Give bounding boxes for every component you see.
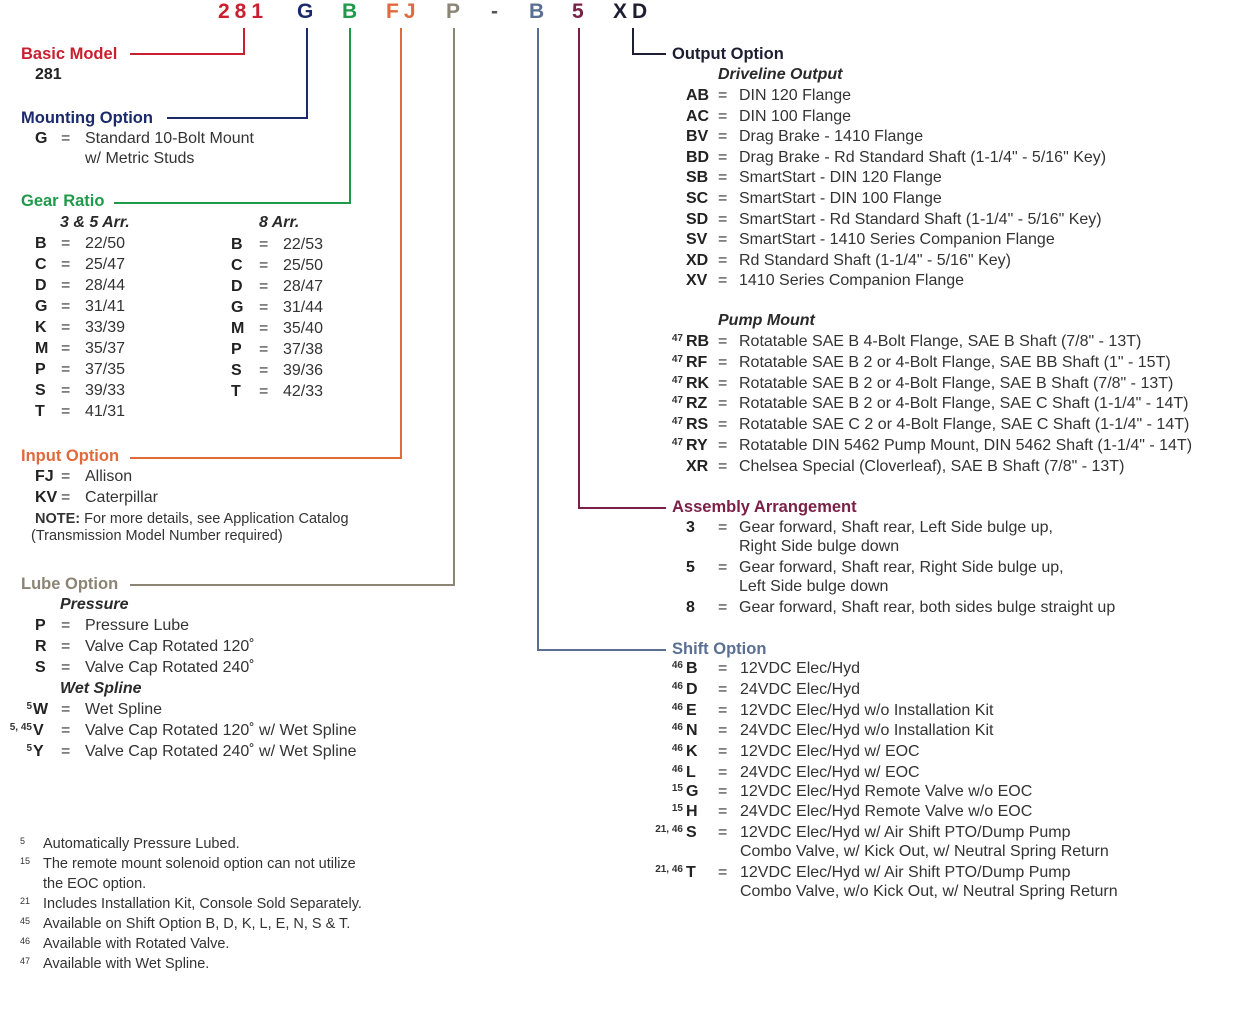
pump-footnote-ref: 47 [671,395,683,407]
code-lube: P [446,0,466,23]
lube-pressure-title: Pressure [60,596,129,613]
shift-eq: = [718,660,728,677]
gear-col2-eq: = [259,383,269,400]
gear-col1-key: B [35,235,47,252]
gear-col1-eq: = [61,298,71,315]
shift-line1: 12VDC Elec/Hyd w/o Installation Kit [740,702,994,719]
pump-title: Pump Mount [718,312,815,329]
pump-key: RZ [686,395,708,413]
gear-col1-eq: = [61,403,71,420]
driveline-value: Rd Standard Shaft (1-1/4" - 5/16" Key) [739,251,1011,269]
input-note [35,511,349,527]
shift-line2: Combo Valve, w/ Kick Out, w/ Neutral Spring Return [740,843,1109,860]
lube-pressure-value: Pressure Lube [85,617,190,634]
driveline-key: AB [686,87,710,104]
gear-col1-value: 33/39 [85,319,126,336]
input-note-line2: (Transmission Model Number required) [31,528,283,544]
lube-wet-footnote-ref: 5 [26,701,32,712]
driveline-eq: = [718,148,728,166]
gear-col1-title: 3 & 5 Arr. [60,214,130,231]
lube-wet-eq: = [61,701,71,718]
shift-line1: 12VDC Elec/Hyd w/ Air Shift PTO/Dump Pump [740,864,1071,881]
output-connector [633,28,666,54]
pump-key: RY [686,437,708,454]
pump-eq: = [718,437,728,454]
pump-eq: = [718,416,728,434]
shift-line1: 12VDC Elec/Hyd Remote Valve w/o EOC [740,783,1033,800]
gear-col2-value: 28/47 [283,278,324,295]
gear-col1-key: G [35,298,48,315]
mounting-line2: w/ Metric Studs [85,150,195,167]
code-shift: B [529,0,550,23]
gear-col2-value: 42/33 [283,383,324,400]
assembly-eq: = [718,519,728,536]
footnote-number: 46 [20,936,31,946]
gear-col1-key: M [35,340,49,357]
footnote-number: 15 [20,856,31,866]
gear-col2-key: M [231,320,245,337]
lube-pressure-key: S [35,659,46,676]
mounting-connector [167,28,307,118]
input-value-1: Caterpillar [85,489,158,506]
shift-line1: 12VDC Elec/Hyd w/ Air Shift PTO/Dump Pump [740,824,1071,841]
mounting-line1: Standard 10-Bolt Mount [85,130,254,147]
driveline-value: SmartStart - DIN 100 Flange [739,190,942,207]
pump-value: Rotatable SAE C 2 or 4-Bolt Flange, SAE C Shaft (1-1/4" - 14T) [739,416,1190,434]
shift-key: T [686,864,696,881]
shift-key: H [686,803,698,820]
lube-pressure-eq: = [61,659,71,676]
shift-eq: = [718,743,728,760]
assembly-line1: Gear forward, Shaft rear, Right Side bulge up, [739,559,1064,576]
gear-col2-eq: = [259,278,269,295]
gear-col1-eq: = [61,235,71,252]
footnote-text: Automatically Pressure Lubed. [43,836,240,852]
lube-wet-footnote-ref: 5 [26,743,32,754]
pump-key: XR [686,457,709,475]
pump-footnote-ref: 47 [671,416,683,428]
assembly-connector [579,28,666,508]
shift-eq: = [718,681,728,698]
footnote-text: The remote mount solenoid option can not utilize [43,856,356,872]
shift-key: D [686,681,698,698]
driveline-value: SmartStart - Rd Standard Shaft (1-1/4" - 5/16" Key) [739,210,1102,228]
assembly-key: 3 [686,519,695,536]
gear-col2-key: P [231,341,242,358]
gear-col2-value: 25/50 [283,257,324,274]
assembly-eq: = [718,559,728,576]
footnote-text: Available on Shift Option B, D, K, L, E, N, S & T. [43,916,351,932]
shift-line1: 24VDC Elec/Hyd w/ EOC [740,764,920,781]
shift-footnote-ref: 46 [671,660,683,671]
gear-col2-value: 31/44 [283,299,324,316]
driveline-value: SmartStart - 1410 Series Companion Flange [739,231,1055,249]
input-eq-0: = [61,468,71,485]
driveline-eq: = [718,107,728,125]
shift-eq: = [718,803,728,820]
pump-key: RS [686,416,709,434]
gear-col2-key: B [231,236,243,253]
gear-col2-key: G [231,299,244,316]
assembly-line2: Right Side bulge down [739,538,900,555]
shift-eq: = [718,722,728,739]
code-dash: - [491,0,503,23]
gear-col1-eq: = [61,277,71,294]
pump-footnote-ref: 47 [671,353,683,365]
mounting-eq: = [61,130,71,147]
gear-col1-value: 41/31 [85,403,126,420]
shift-eq: = [718,864,728,881]
shift-key: G [686,783,699,800]
lube-wet-title: Wet Spline [60,680,142,697]
gear-col1-value: 28/44 [85,277,126,294]
driveline-key: SC [686,190,709,207]
lube-wet-key: V [33,722,44,739]
driveline-value: Drag Brake - Rd Standard Shaft (1-1/4" - 5/16" Key) [739,148,1107,166]
driveline-key: BD [686,148,710,166]
driveline-value: 1410 Series Companion Flange [739,272,965,290]
lube-pressure-key: R [35,638,47,655]
driveline-eq: = [718,128,728,146]
shift-key: N [686,722,698,739]
pump-key: RK [686,374,710,392]
gear-col2-value: 35/40 [283,320,324,337]
driveline-value: DIN 100 Flange [739,107,852,125]
shift-footnote-ref: 15 [671,783,683,794]
shift-footnote-ref: 21, 46 [655,824,683,835]
pump-value: Rotatable DIN 5462 Pump Mount, DIN 5462 Shaft (1-1/4" - 14T) [739,437,1193,454]
gear-col1-value: 25/47 [85,256,126,273]
pump-key: RF [686,353,708,371]
gear-ratio-title: Gear Ratio [21,192,105,210]
gear-col1-value: 37/35 [85,361,126,378]
gear-col2-title: 8 Arr. [259,214,300,231]
gear-col1-key: P [35,361,46,378]
gear-col1-eq: = [61,319,71,336]
code-input: FJ [386,0,421,23]
mounting-key: G [35,130,48,147]
lube-wet-key: Y [33,743,44,760]
pump-value: Rotatable SAE B 2 or 4-Bolt Flange, SAE C Shaft (1-1/4" - 14T) [739,395,1189,413]
gear-col2-eq: = [259,320,269,337]
lube-wet-value: Valve Cap Rotated 120˚ w/ Wet Spline [85,722,357,739]
mounting-title: Mounting Option [21,109,153,127]
footnote-number: 21 [20,896,31,906]
pump-footnote-ref: 47 [671,374,683,386]
input-value-0: Allison [85,468,133,485]
shift-line1: 12VDC Elec/Hyd [740,660,861,677]
basic-model-title: Basic Model [21,45,118,63]
gear-col1-eq: = [61,340,71,357]
driveline-eq: = [718,210,728,228]
driveline-value: Drag Brake - 1410 Flange [739,128,924,146]
gear-col1-eq: = [61,256,71,273]
basic-model-connector [130,28,244,54]
gear-col1-key: D [35,277,47,294]
shift-key: K [686,743,698,760]
lube-wet-eq: = [61,722,71,739]
driveline-key: SB [686,169,709,187]
shift-footnote-ref: 46 [671,702,683,713]
lube-title: Lube Option [21,575,119,593]
shift-connector [538,28,666,650]
driveline-key: SV [686,231,708,249]
gear-col2-value: 37/38 [283,341,324,358]
lube-pressure-value: Valve Cap Rotated 120˚ [85,638,255,655]
gear-col1-eq: = [61,361,71,378]
shift-key: E [686,702,697,719]
assembly-title: Assembly Arrangement [672,498,857,516]
gear-col1-value: 35/37 [85,340,126,357]
shift-line1: 12VDC Elec/Hyd w/ EOC [740,743,920,760]
shift-footnote-ref: 21, 46 [655,864,683,875]
lube-pressure-eq: = [61,638,71,655]
shift-line1: 24VDC Elec/Hyd w/o Installation Kit [740,722,994,739]
driveline-key: XV [686,272,708,290]
input-key-1: KV [35,489,58,506]
assembly-eq: = [718,599,728,616]
shift-eq: = [718,702,728,719]
shift-footnote-ref: 46 [671,764,683,775]
pump-value: Rotatable SAE B 2 or 4-Bolt Flange, SAE BB Shaft (1" - 15T) [739,353,1171,371]
input-note-text: For more details, see Application Catalog [84,511,349,527]
pump-value: Chelsea Special (Cloverleaf), SAE B Shaft (7/8" - 13T) [739,457,1125,475]
shift-eq: = [718,764,728,781]
input-title: Input Option [21,447,120,465]
lube-wet-footnote-ref: 5, 45 [9,722,32,733]
shift-key: L [686,764,696,781]
footnote-text: the EOC option. [43,876,147,892]
driveline-eq: = [718,251,728,269]
pump-footnote-ref: 47 [671,333,683,344]
pump-value: Rotatable SAE B 2 or 4-Bolt Flange, SAE B Shaft (7/8" - 13T) [739,374,1174,392]
pump-eq: = [718,333,728,350]
shift-key: B [686,660,698,677]
footnote-number: 5 [20,836,26,846]
assembly-line2: Left Side bulge down [739,578,889,595]
input-note-label: NOTE: [35,511,81,527]
gear-col2-key: C [231,257,243,274]
code-basic: 281 [218,0,269,23]
shift-eq: = [718,824,728,841]
driveline-key: XD [686,251,709,269]
driveline-eq: = [718,190,728,207]
shift-title: Shift Option [672,640,767,658]
gear-col2-eq: = [259,341,269,358]
lube-wet-eq: = [61,743,71,760]
assembly-key: 5 [686,559,695,576]
driveline-value: DIN 120 Flange [739,87,852,104]
pump-footnote-ref: 47 [671,437,683,448]
assembly-key: 8 [686,599,695,616]
assembly-line1: Gear forward, Shaft rear, Left Side bulge up, [739,519,1053,536]
gear-col1-key: S [35,382,46,399]
gear-col1-value: 22/50 [85,235,126,252]
lube-wet-value: Wet Spline [85,701,163,718]
gear-col1-value: 31/41 [85,298,126,315]
gear-col1-eq: = [61,382,71,399]
code-mounting: G [297,0,319,23]
footnote-text: Available with Wet Spline. [43,956,210,972]
shift-key: S [686,824,697,841]
output-title: Output Option [672,45,784,63]
input-eq-1: = [61,489,71,506]
gear-col2-eq: = [259,299,269,316]
driveline-key: BV [686,128,709,146]
pump-value: Rotatable SAE B 4-Bolt Flange, SAE B Shaft (7/8" - 13T) [739,333,1142,350]
lube-pressure-value: Valve Cap Rotated 240˚ [85,659,255,676]
code-assembly: 5 [572,0,589,23]
code-output: XD [613,0,653,23]
lube-wet-key: W [33,701,49,718]
shift-footnote-ref: 46 [671,743,683,754]
lube-wet-value: Valve Cap Rotated 240˚ w/ Wet Spline [85,743,357,760]
pump-eq: = [718,353,728,371]
assembly-line1: Gear forward, Shaft rear, both sides bulge straight up [739,599,1116,616]
driveline-eq: = [718,169,728,187]
code-gear: B [342,0,363,23]
driveline-key: SD [686,210,709,228]
basic-model-value: 281 [35,66,62,83]
gear-col1-value: 39/33 [85,382,126,399]
driveline-eq: = [718,231,728,249]
gear-col1-key: T [35,403,45,420]
input-key-0: FJ [35,468,54,485]
pump-eq: = [718,395,728,413]
gear-col2-eq: = [259,257,269,274]
gear-col2-value: 22/53 [283,236,324,253]
footnote-number: 47 [20,956,31,966]
shift-footnote-ref: 46 [671,681,683,692]
driveline-title: Driveline Output [718,66,843,83]
pump-eq: = [718,374,728,392]
lube-pressure-key: P [35,617,46,634]
gear-col2-eq: = [259,362,269,379]
pump-key: RB [686,333,710,350]
lube-pressure-eq: = [61,617,71,634]
gear-col2-eq: = [259,236,269,253]
shift-line1: 24VDC Elec/Hyd Remote Valve w/o EOC [740,803,1033,820]
gear-col2-key: T [231,383,241,400]
shift-footnote-ref: 15 [671,803,683,814]
gear-col1-key: C [35,256,47,273]
shift-line1: 24VDC Elec/Hyd [740,681,861,698]
gear-col2-value: 39/36 [283,362,324,379]
footnote-number: 45 [20,916,31,926]
driveline-eq: = [718,272,728,290]
driveline-key: AC [686,107,710,125]
gear-col2-key: S [231,362,242,379]
driveline-eq: = [718,87,728,104]
shift-footnote-ref: 46 [671,722,683,733]
gear-col1-key: K [35,319,47,336]
gear-col2-key: D [231,278,243,295]
shift-line2: Combo Valve, w/o Kick Out, w/ Neutral Spring Return [740,883,1118,900]
pump-eq: = [718,457,728,475]
driveline-value: SmartStart - DIN 120 Flange [739,169,942,187]
shift-eq: = [718,783,728,800]
footnote-text: Available with Rotated Valve. [43,936,230,952]
footnote-text: Includes Installation Kit, Console Sold Separately. [43,896,362,912]
